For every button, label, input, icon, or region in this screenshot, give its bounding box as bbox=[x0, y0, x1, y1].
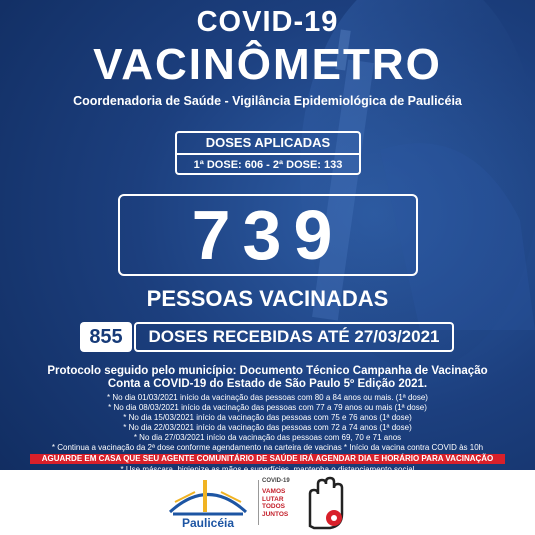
doses-applied-label: DOSES APLICADAS bbox=[177, 133, 359, 155]
campaign-covid-label: COVID-19 bbox=[262, 478, 290, 484]
notes-list bbox=[20, 393, 515, 475]
note-highlight-warning: AGUARDE EM CASA QUE SEU AGENTE COMUNITÁRIO DE SAÚDE IRÁ AGENDAR DIA E HORÁRIO PARA VACINAÇÃO bbox=[30, 454, 505, 464]
footer-divider bbox=[258, 480, 259, 525]
note-line: * Continua a vacinação da 2ª dose conforme agendamento na carteira de vacinas * Início da vacina contra COVID às 10h bbox=[51, 443, 484, 452]
protocol-line-2: Conta a COVID-19 do Estado de São Paulo 5º Edição 2021. bbox=[107, 378, 428, 390]
note-line: * No dia 01/03/2021 início da vacinação das pessoas com 80 a 84 anos ou mais. (1ª dose) bbox=[107, 393, 428, 402]
vaccinated-count: 739 bbox=[191, 196, 345, 274]
subtitle: Coordenadoria de Saúde - Vigilância Epidemiológica de Paulicéia bbox=[73, 94, 462, 108]
doses-received-label: DOSES RECEBIDAS ATÉ 27/03/2021 bbox=[134, 322, 454, 352]
hand-stop-virus-icon bbox=[300, 474, 348, 532]
doses-received-number: 855 bbox=[80, 322, 132, 352]
pauliceia-logo-name: Paulicéia bbox=[181, 516, 235, 530]
note-line: * No dia 08/03/2021 início da vacinação das pessoas com 77 a 79 anos ou mais (1ª dose) bbox=[108, 403, 427, 412]
vaccinated-label: PESSOAS VACINADAS bbox=[146, 286, 389, 311]
title-covid: COVID-19 bbox=[196, 6, 339, 38]
title-vacinometro: VACINÔMETRO bbox=[93, 40, 442, 89]
footer-logos bbox=[0, 470, 535, 535]
note-line: * No dia 15/03/2021 início da vacinação das pessoas com 75 e 76 anos (1ª dose) bbox=[123, 413, 412, 422]
note-line: * No dia 27/03/2021 início da vacinação das pessoas com 69, 70 e 71 anos bbox=[133, 433, 402, 442]
protocol-text bbox=[20, 365, 515, 391]
campaign-slogan: VAMOS LUTAR TODOS JUNTOS bbox=[262, 488, 289, 518]
protocol-line-1: Protocolo seguido pelo município: Documento Técnico Campanha de Vacinação bbox=[47, 365, 488, 377]
doses-applied-detail: 1ª DOSE: 606 - 2ª DOSE: 133 bbox=[193, 159, 343, 171]
doses-applied-box bbox=[175, 131, 361, 175]
note-line: * No dia 22/03/2021 início da vacinação das pessoas com 72 a 74 anos (1ª dose) bbox=[123, 423, 412, 432]
